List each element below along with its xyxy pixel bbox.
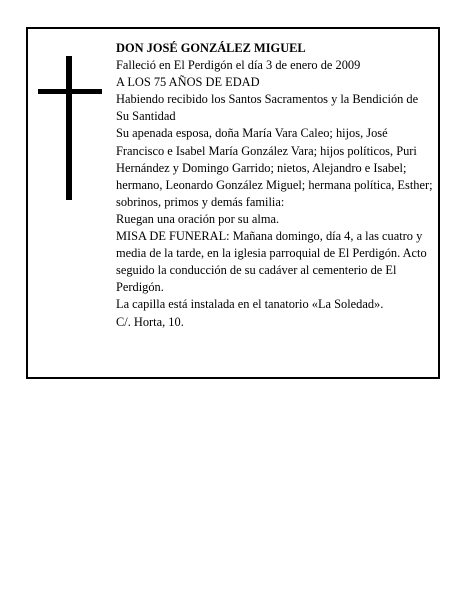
notice-text [116,40,434,331]
prayer-line: Ruegan una oración por su alma. [116,211,280,226]
chapel-line: La capilla está instalada en el tanatorio «La Soledad». [116,297,384,312]
address-line: C/. Horta, 10. [116,314,184,329]
cross-icon [38,56,102,200]
obituary-notice [26,27,440,379]
sacraments-line: Habiendo recibido los Santos Sacramentos y la Bendición de Su Santidad [116,92,419,124]
cross-horizontal-bar [38,89,102,94]
cross-vertical-bar [66,56,72,200]
death-line: Falleció en El Perdigón el día 3 de enero de 2009 [116,58,361,73]
deceased-name: DON JOSÉ GONZÁLEZ MIGUEL [116,41,306,55]
funeral-paragraph: MISA DE FUNERAL: Mañana domingo, día 4, a las cuatro y media de la tarde, en la iglesia parroquial de El Perdigón. Acto seguido la conducción de su cadáver al cementerio de El Perdigón. [116,229,427,295]
family-paragraph: Su apenada esposa, doña María Vara Caleo; hijos, José Francisco e Isabel María González Vara; hijos políticos, Puri Hernández y Domingo Garrido; nietos, Alejandro e Isabel; hermano, Leonardo González Miguel; hermana política, Esther; sobrinos, primos y demás familia: [116,126,433,209]
age-line: A LOS 75 AÑOS DE EDAD [116,75,260,90]
